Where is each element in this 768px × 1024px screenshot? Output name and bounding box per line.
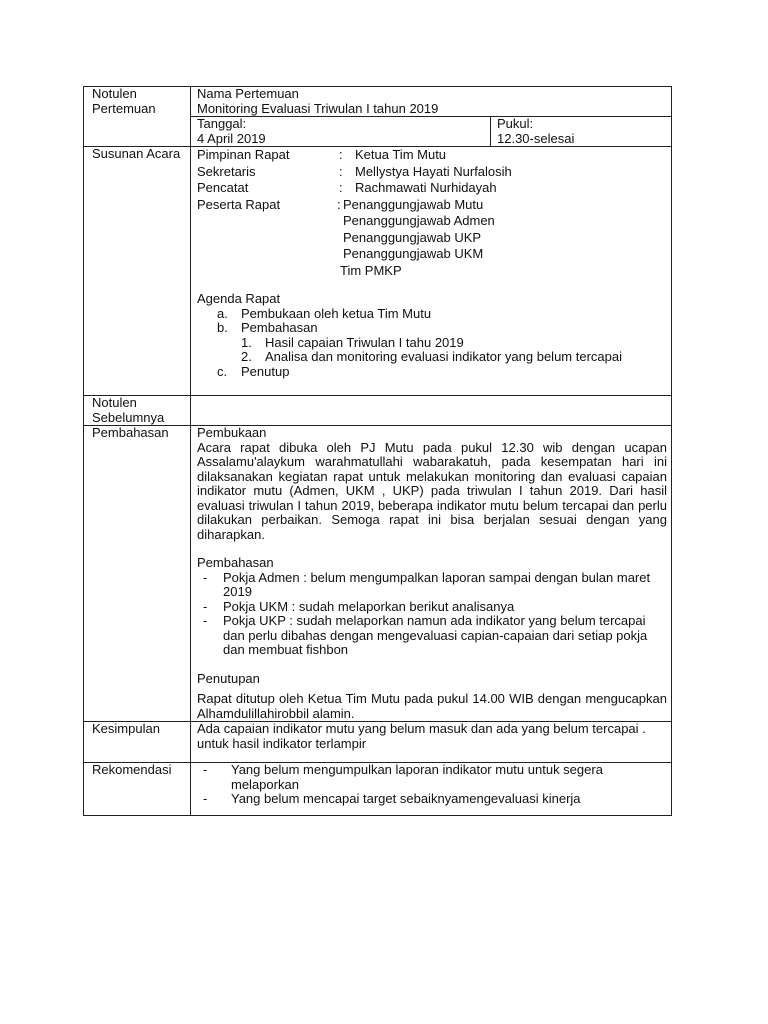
agenda-item: c. Penutup <box>217 363 290 379</box>
role-label: Peserta Rapat <box>197 196 281 212</box>
recommendation-cell <box>191 763 672 816</box>
closing-title: Penutupan <box>197 670 260 686</box>
agenda-cell <box>191 147 672 396</box>
row-susunan-acara <box>84 147 672 396</box>
label-notulen-pertemuan: Notulen Pertemuan <box>84 87 191 147</box>
role-row: Sekretaris : Mellystya Hayati Nurfalosih <box>197 163 512 179</box>
role-value: Ketua Tim Mutu <box>355 147 447 162</box>
agenda-subitem: 1. Hasil capaian Triwulan I tahu 2019 <box>241 334 464 350</box>
discussion-title: Pembahasan <box>197 555 274 570</box>
time-value: 12.30-selesai <box>497 130 575 146</box>
agenda-item: a. Pembukaan oleh ketua Tim Mutu <box>217 305 432 321</box>
role-row: Peserta Rapat : Penanggungjawab Mutu <box>197 196 484 212</box>
row-pembahasan <box>84 426 672 722</box>
date-value: 4 April 2019 <box>197 130 266 146</box>
participant: Tim PMKP <box>340 262 402 278</box>
date-cell <box>191 117 491 147</box>
row-kesimpulan <box>84 722 672 763</box>
participant: Penanggungjawab UKM <box>343 246 484 261</box>
role-row: Pimpinan Rapat : Ketua Tim Mutu <box>197 147 447 162</box>
agenda-subitem: 2. Analisa dan monitoring evaluasi indikator yang belum tercapai <box>241 349 622 364</box>
label-kesimpulan: Kesimpulan <box>84 722 191 763</box>
label-notulen-sebelumnya: Notulen Sebelumnya <box>84 396 191 426</box>
closing-text: Rapat ditutup oleh Ketua Tim Mutu pada pukul 14.00 WIB dengan mengucapkan Alhamdulillahirobbil alamin. <box>197 691 667 721</box>
time-label: Pukul: <box>497 116 534 131</box>
participant: Penanggungjawab Admen <box>343 213 495 228</box>
discussion-bullet: - Pokja UKM : sudah melaporkan berikut analisanya <box>203 598 515 614</box>
role-label: Sekretaris <box>197 163 256 179</box>
previous-notes-cell <box>191 396 672 426</box>
row-rekomendasi <box>84 763 672 816</box>
discussion-cell <box>191 426 672 722</box>
time-cell <box>491 117 672 147</box>
role-value: Mellystya Hayati Nurfalosih <box>355 163 512 179</box>
role-value: Penanggungjawab Mutu <box>343 196 484 212</box>
meeting-minutes-table <box>83 86 672 816</box>
row-meeting-name <box>84 87 672 117</box>
agenda-item: b. Pembahasan <box>217 320 318 335</box>
conclusion-text: Ada capaian indikator mutu yang belum masuk dan ada yang belum tercapai . untuk hasil indikator terlampir <box>191 722 672 763</box>
date-label: Tanggal: <box>197 116 247 131</box>
role-row: Pencatat : Rachmawati Nurhidayah <box>197 180 497 195</box>
role-label: Pimpinan Rapat <box>197 147 290 162</box>
meeting-name-label: Nama Pertemuan <box>197 86 299 101</box>
agenda-title: Agenda Rapat <box>197 291 281 306</box>
recommendation-item: - Yang belum mencapai target sebaiknyamengevaluasi kinerja <box>203 791 581 806</box>
role-label: Pencatat <box>197 180 249 195</box>
role-value: Rachmawati Nurhidayah <box>355 180 497 195</box>
label-rekomendasi: Rekomendasi <box>84 763 191 816</box>
row-notulen-sebelumnya <box>84 396 672 426</box>
label-susunan-acara: Susunan Acara <box>84 147 191 396</box>
discussion-bullet: - Pokja Admen : belum mengumpalkan laporan sampai dengan bulan maret 2019 <box>203 569 651 599</box>
discussion-bullet: - Pokja UKP : sudah melaporkan namun ada indikator yang belum tercapai dan perlu dibahas dengan mengevaluasi capian-capaian dari setiap pokja dan membuat fishbon <box>203 613 648 657</box>
participant: Penanggungjawab UKP <box>343 229 482 245</box>
label-pembahasan: Pembahasan <box>84 426 191 722</box>
opening-text: Acara rapat dibuka oleh PJ Mutu pada pukul 12.30 wib dengan ucapan Assalamu'alaykum warahmatullahi wabarakatuh, pada kesempatan hari ini dilaksanakan kegiatan rapat untuk melakukan monitoring dan evaluasi capaian indikator mutu (Admen, UKM , UKP) pada triwulan I tahun 2019. Dari hasil evaluasi triwulan I tahun 2019, beberapa indikator mutu belum tercapai dan perlu dilakukan perbaikan. Semoga rapat ini bisa berjalan sesuai dengan yang diharapkan. <box>197 439 667 542</box>
opening-title: Pembukaan <box>197 425 267 440</box>
meeting-name-cell <box>191 87 672 117</box>
recommendation-item: - Yang belum mengumpulkan laporan indikator mutu untuk segera melaporkan <box>203 762 603 792</box>
meeting-name: Monitoring Evaluasi Triwulan I tahun 2019 <box>197 100 439 116</box>
